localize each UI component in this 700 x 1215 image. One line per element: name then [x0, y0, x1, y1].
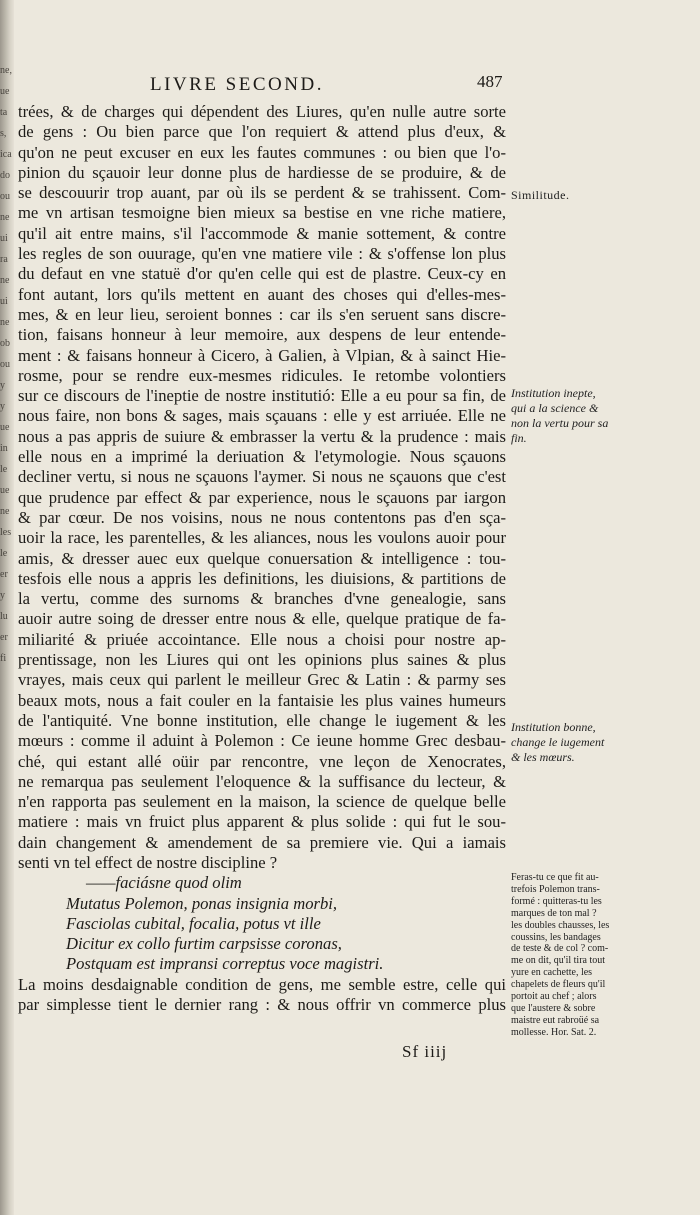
edge-fragment: in	[0, 443, 8, 454]
text-line: la vertu, comme des surnoms & branches d'vne genealogie, sans	[18, 589, 506, 609]
edge-fragment: ra	[0, 254, 8, 265]
margin-note-line: que l'austere & sobre	[511, 1002, 596, 1014]
edge-fragment: ue	[0, 86, 10, 97]
text-line: trées, & de charges qui dépendent des Liures, qu'en nulle autre sorte	[18, 102, 506, 121]
text-line: ment : & faisans honneur à Cicero, à Galien, à Vlpian, & à sainct Hie-	[18, 345, 506, 365]
signature-mark: Sf iiij	[402, 1042, 448, 1061]
text-line: amis, & dresser auec eux quelque conuersation & intelligence : tou-	[18, 548, 506, 568]
text-line: mes, & en leur lieu, seroient bonnes : car ils s'en seruent sans discre-	[18, 304, 506, 324]
margin-note-line: trefois Polemon trans-	[511, 883, 600, 895]
margin-note-line: marques de ton mal ?	[511, 907, 597, 919]
text-line: senti vn tel effect de nostre discipline ?	[18, 852, 278, 872]
page-number: 487	[477, 72, 503, 91]
margin-note-line: Institution bonne,	[511, 720, 596, 734]
edge-fragment: ne	[0, 317, 10, 328]
margin-note-institution-inepte	[511, 386, 608, 446]
edge-fragment: y	[0, 380, 5, 391]
edge-fragment: ue	[0, 485, 10, 496]
text-line: qu'il ait entre mains, s'il l'accommode & manie sottement, & contre	[18, 223, 506, 243]
margin-note-line: me on dit, qu'il tira tout	[511, 955, 606, 967]
margin-note-line: fin.	[511, 431, 527, 445]
edge-fragment: ue	[0, 422, 10, 433]
text-line: vrayes, mais ceux qui parlent le meilleur Grec & Latin : & parmy ses	[18, 670, 506, 690]
edge-fragment: ne,	[0, 65, 12, 76]
margin-note-line: chapelets de fleurs qu'il	[511, 979, 606, 991]
margin-note-line: non la vertu pour sa	[511, 416, 609, 430]
text-line: decliner vertu, si nous ne sçauons l'aymer. Si nous ne sçauons que c'est	[18, 467, 506, 487]
text-line: ne remarqua pas seulement l'eloquence & la suffisance du lecteur, &	[18, 771, 506, 791]
edge-fragment: le	[0, 548, 8, 559]
text-line: uoir la race, les parentelles, & les aliances, nous les voulons auoir pour	[18, 528, 506, 548]
margin-note-line: coussins, les bandages	[511, 931, 601, 943]
text-line: rosme, pour se rendre eux-mesmes ridicules. Ie retombe volontiers	[18, 365, 506, 385]
margin-note-line: Institution inepte,	[511, 386, 596, 400]
edge-fragment: er	[0, 632, 8, 643]
text-line: les regles de son ouurage, qu'en vne matiere vile : & s'offense lon plus	[18, 244, 506, 264]
edge-fragment: y	[0, 401, 5, 412]
text-line: nous faire, non bons & sages, mais sçauans : elle y est arriuée. Elle ne	[18, 406, 506, 426]
body-paragraph	[18, 102, 506, 873]
text-line: du defaut en vne statuë d'or qu'en celle qui est de plastre. Ceux-cy en	[18, 264, 506, 284]
text-line: dain changement & amendement de sa premiere vie. Qui a iamais	[18, 832, 506, 852]
verse-line: Fasciolas cubital, focalia, potus vt ille	[66, 913, 321, 933]
text-line: qu'on ne peut excuser en eux les fautes communes : ou bien que l'o-	[18, 142, 506, 162]
text-line: auoir autre soing de dresser entre nous & elle, quelque pratique de fa-	[18, 609, 506, 629]
text-line: que prudence par effect & par experience, nous le sçauons par iargon	[18, 487, 506, 507]
edge-fragment: ne	[0, 506, 10, 517]
margin-note-line: & les mœurs.	[511, 750, 575, 764]
edge-fragment: le	[0, 464, 8, 475]
text-line: sur ce discours de l'ineptie de nostre institutió: Elle a eu pour sa fin, de	[18, 386, 506, 406]
edge-fragment: ui	[0, 233, 8, 244]
margin-note-line: maistre eut rabroüé sa	[511, 1014, 600, 1026]
verse-line: Mutatus Polemon, ponas insignia morbi,	[66, 893, 338, 913]
text-line: matiere : mais vn fruict plus apparent & plus solide : qui fut le sou-	[18, 812, 506, 832]
text-line: font autant, lors qu'ils mettent en auant des choses qui d'elles-mes-	[18, 284, 506, 304]
margin-note-line: les doubles chausses, les	[511, 919, 610, 931]
edge-fragment: y	[0, 590, 5, 601]
margin-note-line: change le iugement	[511, 735, 605, 749]
text-line: miliarité & priuée accointance. Elle nous a choisi pour nostre ap-	[18, 629, 506, 649]
edge-fragment: les	[0, 527, 12, 538]
edge-fragment: ou	[0, 191, 10, 202]
margin-note-line: Feras-tu ce que fit au-	[511, 872, 599, 883]
text-line: & par cœur. De nos voisins, nous ne nous contentons pas d'en sça-	[18, 507, 506, 527]
edge-fragment: ta	[0, 107, 8, 118]
text-line: pinion du sçauoir leur donne plus de hardiesse de se produire, & de	[18, 162, 506, 182]
edge-fragment: er	[0, 569, 8, 580]
text-line: La moins desdaignable condition de gens, me semble estre, celle qui	[18, 974, 506, 994]
edge-fragment: ne	[0, 275, 10, 286]
margin-note-line: mollesse. Hor. Sat. 2.	[511, 1026, 597, 1038]
margin-note-similitude: Similitude.	[511, 188, 570, 202]
facing-page-edge-text	[0, 60, 14, 669]
text-line: tion, faisans honneur à leur memoire, aux despens de leur entende-	[18, 325, 506, 345]
edge-fragment: fi	[0, 653, 7, 664]
text-line: me vn artisan tesmoigne bien mieux sa bestise en vne riche matiere,	[18, 203, 506, 223]
edge-fragment: ne	[0, 212, 10, 223]
verse-line: ——faciásne quod olim	[86, 873, 242, 893]
text-line: ché, qui estant allé oüir par rencontre, vne leçon de Xenocrates,	[18, 751, 506, 771]
closing-paragraph	[18, 975, 506, 1016]
margin-note-line: formé : quitteras-tu les	[511, 895, 602, 907]
latin-verse-quotation	[18, 873, 506, 974]
text-line: se descouurir trop auant, par où ils se perdent & se trahissent. Com-	[18, 183, 506, 203]
margin-note-line: yure en cachette, les	[511, 967, 593, 979]
verse-line: Dicitur ex collo furtim carpsisse coronas,	[66, 934, 342, 954]
text-line: de gens : Ou bien parce que l'on requiert & attend plus d'eux, &	[18, 122, 506, 142]
margin-note-institution-bonne	[511, 720, 604, 765]
margin-note-feras	[511, 872, 609, 1039]
verse-line: Postquam est impransi correptus voce magistri.	[66, 954, 384, 974]
edge-fragment: ou	[0, 359, 10, 370]
text-line: nous a pas appris de suiure & embrasser la vertu & la prudence : mais	[18, 426, 506, 446]
margin-note-line: qui a la science &	[511, 401, 599, 415]
text-line: elle nous en a imprimé la deriuation & l'etymologie. Nous sçauons	[18, 447, 506, 467]
main-text	[18, 102, 506, 1015]
text-line: tesfois elle nous a appris les definitions, les diuisions, & partitions de	[18, 568, 506, 588]
edge-fragment: ui	[0, 296, 8, 307]
margin-note-line: portoit au chef ; alors	[511, 991, 597, 1003]
text-line: par simplesse tient le dernier rang : & nous offrir vn commerce plus	[18, 995, 506, 1015]
margin-note-line: de teste & de col ? com-	[511, 943, 609, 955]
edge-fragment: do	[0, 170, 10, 181]
text-line: de l'antiquité. Vne bonne institution, elle change le iugement & les	[18, 710, 506, 730]
text-line: n'en rapporta pas seulement en la maison, la science de quelque belle	[18, 792, 506, 812]
edge-fragment: lu	[0, 611, 8, 622]
text-line: mœurs : comme il aduint à Polemon : Ce ieune homme Grec desbau-	[18, 731, 506, 751]
edge-fragment: s,	[0, 128, 7, 139]
edge-fragment: ica	[0, 149, 12, 160]
edge-fragment: ob	[0, 338, 10, 349]
running-title: LIVRE SECOND.	[150, 74, 324, 95]
text-line: prentissage, non les Liures qui ont les opinions plus saines & plus	[18, 650, 506, 670]
text-line: beaux mots, nous a fait couler en la fantaisie les plus vaines humeurs	[18, 690, 506, 710]
